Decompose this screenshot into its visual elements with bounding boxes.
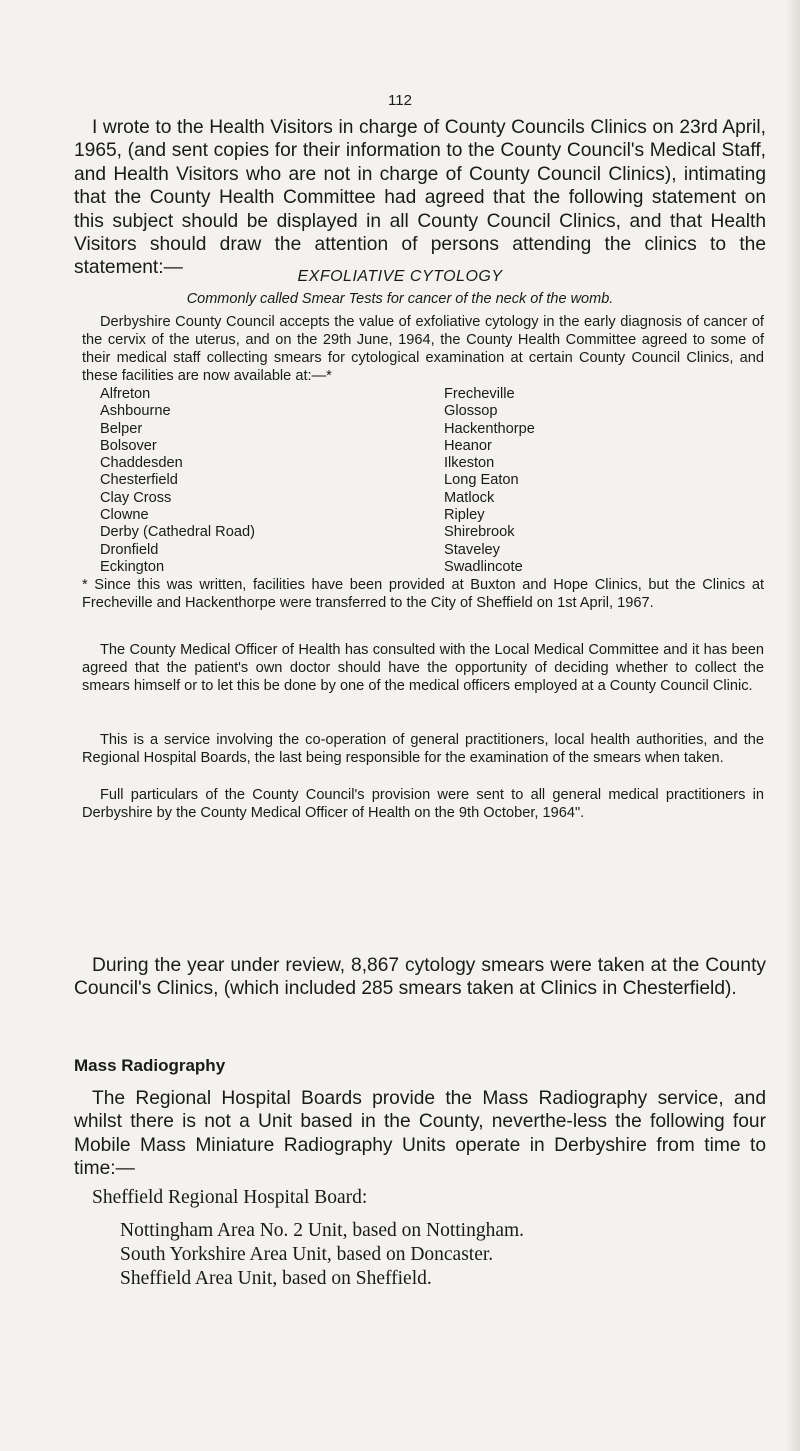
clinic-list-right	[444, 386, 535, 576]
clinic-item: Hackenthorpe	[444, 420, 535, 437]
footnote: * Since this was written, facilities have been provided at Buxton and Hope Clinics, but the Clinics at Frecheville and Hackenthorpe were transferred to the City of Sheffield on 1st April, 1967.	[82, 577, 764, 611]
page-number: 112	[388, 92, 412, 109]
clinic-item: Belper	[100, 420, 143, 437]
clinic-item: Matlock	[444, 489, 495, 506]
clinic-item: Heanor	[444, 437, 492, 454]
clinic-item: Chaddesden	[100, 455, 183, 472]
service-paragraph: This is a service involving the co-operation of general practitioners, local health authorities, and the Regional Hospital Boards, the last being responsible for the examination of the smears when taken.	[82, 732, 764, 766]
radiography-unit-item: Sheffield Area Unit, based on Sheffield.	[120, 1268, 432, 1289]
clinic-list-left	[100, 386, 255, 576]
hospital-board-label: Sheffield Regional Hospital Board:	[92, 1187, 368, 1208]
mass-radiography-paragraph: The Regional Hospital Boards provide the Mass Radiography service, and whilst there is not a Unit based in the County, neverthe-less the following four Mobile Mass Miniature Radiography Units operate in Derbyshire from time to time:—	[74, 1088, 766, 1180]
radiography-unit-item: South Yorkshire Area Unit, based on Doncaster.	[120, 1244, 494, 1265]
statement-title: EXFOLIATIVE CYTOLOGY	[297, 268, 503, 285]
consulted-paragraph: The County Medical Officer of Health has consulted with the Local Medical Committee and it has been agreed that the patient's own doctor should have the opportunity of deciding whether to collect the smears himself or to let this be done by one of the medical officers employed at a County Council Clinic.	[82, 642, 764, 694]
clinic-item: Ripley	[444, 507, 485, 524]
statement-paragraph: Derbyshire County Council accepts the value of exfoliative cytology in the early diagnosis of cancer of the cervix of the uterus, and on the 29th June, 1964, the County Health Committee agreed to some of their medical staff collecting smears for cytological examination at certain County Council Clinics, and these facilities are now available at:—*	[82, 314, 764, 384]
clinic-item: Alfreton	[100, 386, 151, 402]
clinic-item: Long Eaton	[444, 472, 519, 489]
clinic-item: Chesterfield	[100, 472, 178, 489]
clinic-item: Frecheville	[444, 386, 515, 402]
section-heading-mass-radiography: Mass Radiography	[74, 1056, 226, 1075]
clinic-item: Glossop	[444, 403, 498, 420]
clinic-item: Swadlincote	[444, 558, 523, 575]
clinic-item: Dronfield	[100, 541, 159, 558]
clinic-item: Clowne	[100, 507, 149, 524]
clinic-item: Clay Cross	[100, 489, 172, 506]
clinic-item: Bolsover	[100, 437, 157, 454]
clinic-item: Ilkeston	[444, 455, 495, 472]
scan-edge-shadow	[786, 0, 800, 1451]
radiography-unit-item: Nottingham Area No. 2 Unit, based on Nottingham.	[120, 1220, 525, 1241]
particulars-paragraph: Full particulars of the County Council's provision were sent to all general medical practitioners in Derbyshire by the County Medical Officer of Health on the 9th October, 1964".	[82, 787, 764, 821]
clinic-item: Derby (Cathedral Road)	[100, 524, 255, 541]
year-review-paragraph: During the year under review, 8,867 cytology smears were taken at the County Council's Clinics, (which included 285 smears taken at Clinics in Chesterfield).	[74, 955, 766, 1000]
clinic-item: Staveley	[444, 541, 500, 558]
clinic-item: Shirebrook	[444, 524, 515, 541]
clinic-item: Ashbourne	[100, 403, 171, 420]
intro-paragraph: I wrote to the Health Visitors in charge of County Councils Clinics on 23rd April, 1965, (and sent copies for their information to the County Council's Medical Staff, and Health Visitors who are not in charge of County Council Clinics), intimating that the County Health Committee had agreed that the following statement on this subject should be displayed in all County Council Clinics, and that Health Visitors should draw the attention of persons attending the clinics to the statement:—	[74, 117, 766, 279]
clinic-item: Eckington	[100, 558, 165, 575]
statement-subtitle: Commonly called Smear Tests for cancer of the neck of the womb.	[186, 291, 614, 307]
